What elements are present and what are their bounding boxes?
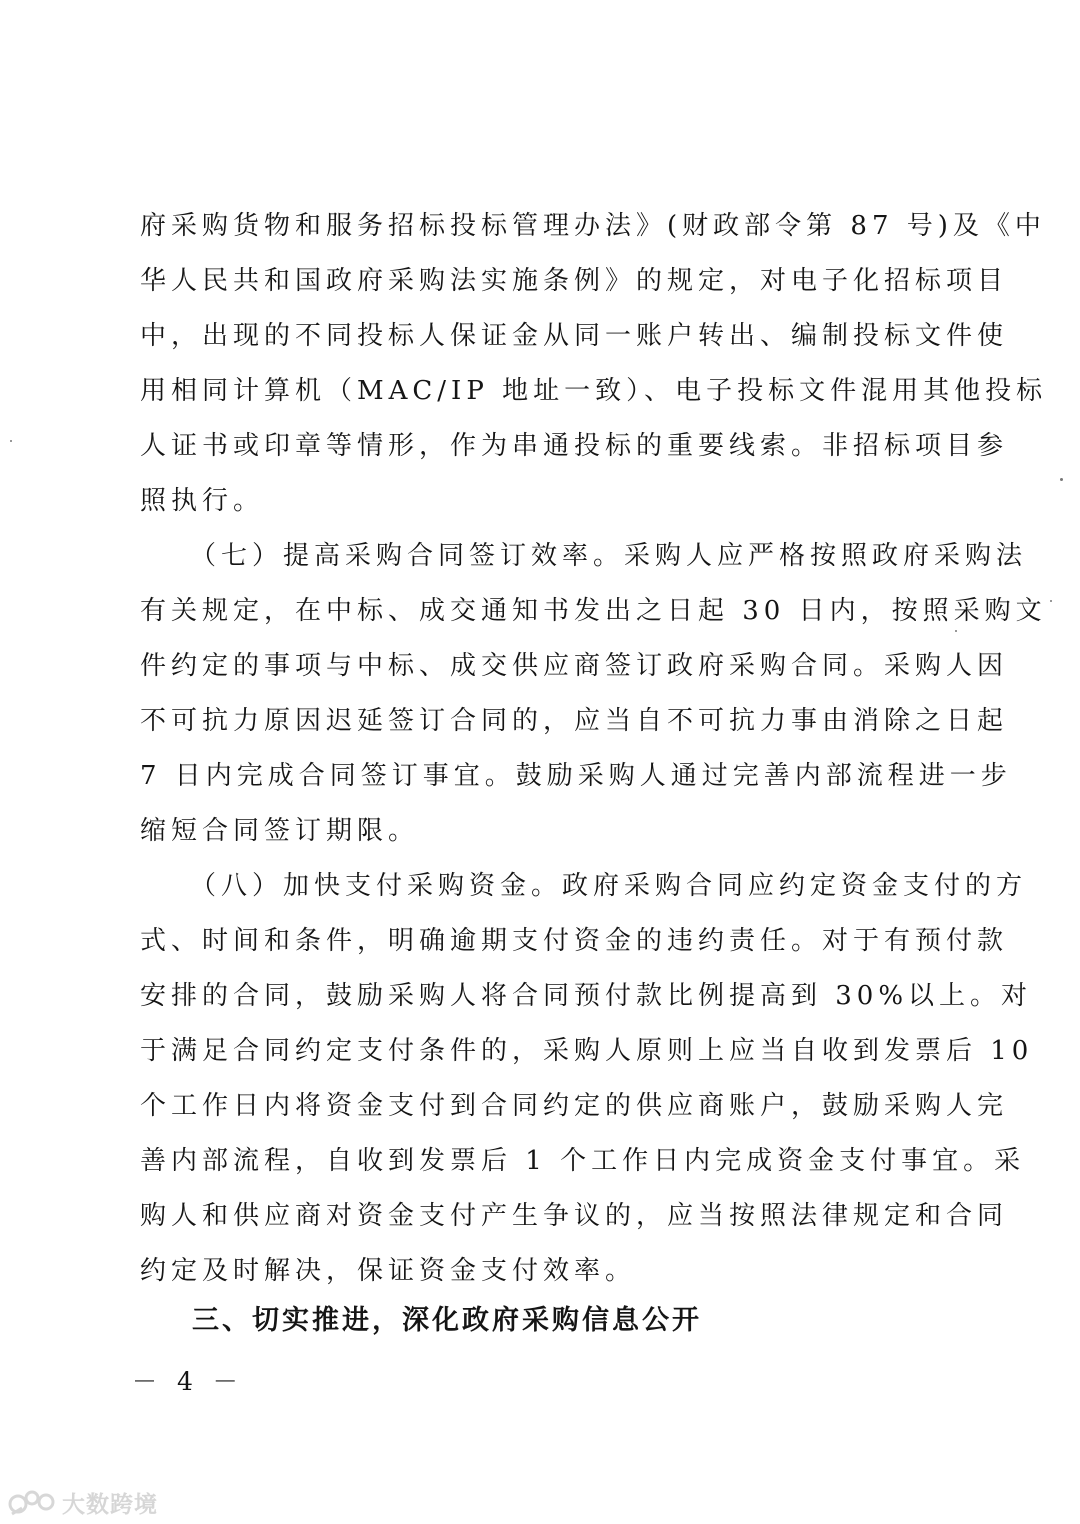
dashuju-logo-icon xyxy=(8,1488,58,1518)
section-7-first-line: （七）提高采购合同签订效率。采购人应严格按照政府采购法 xyxy=(190,541,1028,571)
text-line: 缩短合同签订期限。 xyxy=(140,816,420,846)
text-line: 个工作日内将资金支付到合同约定的供应商账户，鼓励采购人完 xyxy=(140,1091,1009,1121)
text-line: 件约定的事项与中标、成交供应商签订政府采购合同。采购人因 xyxy=(140,651,1009,681)
text-line: 安排的合同，鼓励采购人将合同预付款比例提高到 30%以上。对 xyxy=(140,981,1033,1011)
watermark-text: 大数跨境 xyxy=(62,1492,158,1518)
scan-speck xyxy=(10,440,12,442)
watermark xyxy=(8,1486,158,1519)
text-line: 购人和供应商对资金支付产生争议的，应当按照法律规定和合同 xyxy=(140,1201,1009,1231)
section-8-first-line: （八）加快支付采购资金。政府采购合同应约定资金支付的方 xyxy=(190,871,1028,901)
text-line: 7 日内完成合同签订事宜。鼓励采购人通过完善内部流程进一步 xyxy=(140,761,1012,791)
text-line: 华人民共和国政府采购法实施条例》的规定，对电子化招标项目 xyxy=(140,266,1009,296)
scan-speck xyxy=(1060,478,1063,481)
text-line: 式、时间和条件，明确逾期支付资金的违约责任。对于有预付款 xyxy=(140,926,1009,956)
page-number: － 4 － xyxy=(132,1367,244,1396)
text-line: 约定及时解决，保证资金支付效率。 xyxy=(140,1256,637,1286)
text-line: 中，出现的不同投标人保证金从同一账户转出、编制投标文件使 xyxy=(140,321,1009,351)
section-3-heading: 三、切实推进，深化政府采购信息公开 xyxy=(192,1305,702,1336)
scan-speck xyxy=(955,630,957,632)
text-line: 照执行。 xyxy=(140,486,265,516)
text-line: 于满足合同约定支付条件的，采购人原则上应当自收到发票后 10 xyxy=(140,1036,1034,1066)
text-line: 不可抗力原因迟延签订合同的，应当自不可抗力事由消除之日起 xyxy=(140,706,1009,736)
text-line: 人证书或印章等情形，作为串通投标的重要线索。非招标项目参 xyxy=(140,431,1009,461)
scan-speck xyxy=(1050,600,1052,602)
text-line: 有关规定，在中标、成交通知书发出之日起 30 日内，按照采购文 xyxy=(140,596,1047,626)
text-line: 用相同计算机（MAC/IP 地址一致）、电子投标文件混用其他投标 xyxy=(140,376,1048,406)
text-line: 府采购货物和服务招标投标管理办法》(财政部令第 87 号)及《中 xyxy=(140,211,1046,241)
text-line: 善内部流程，自收到发票后 1 个工作日内完成资金支付事宜。采 xyxy=(140,1146,1026,1176)
